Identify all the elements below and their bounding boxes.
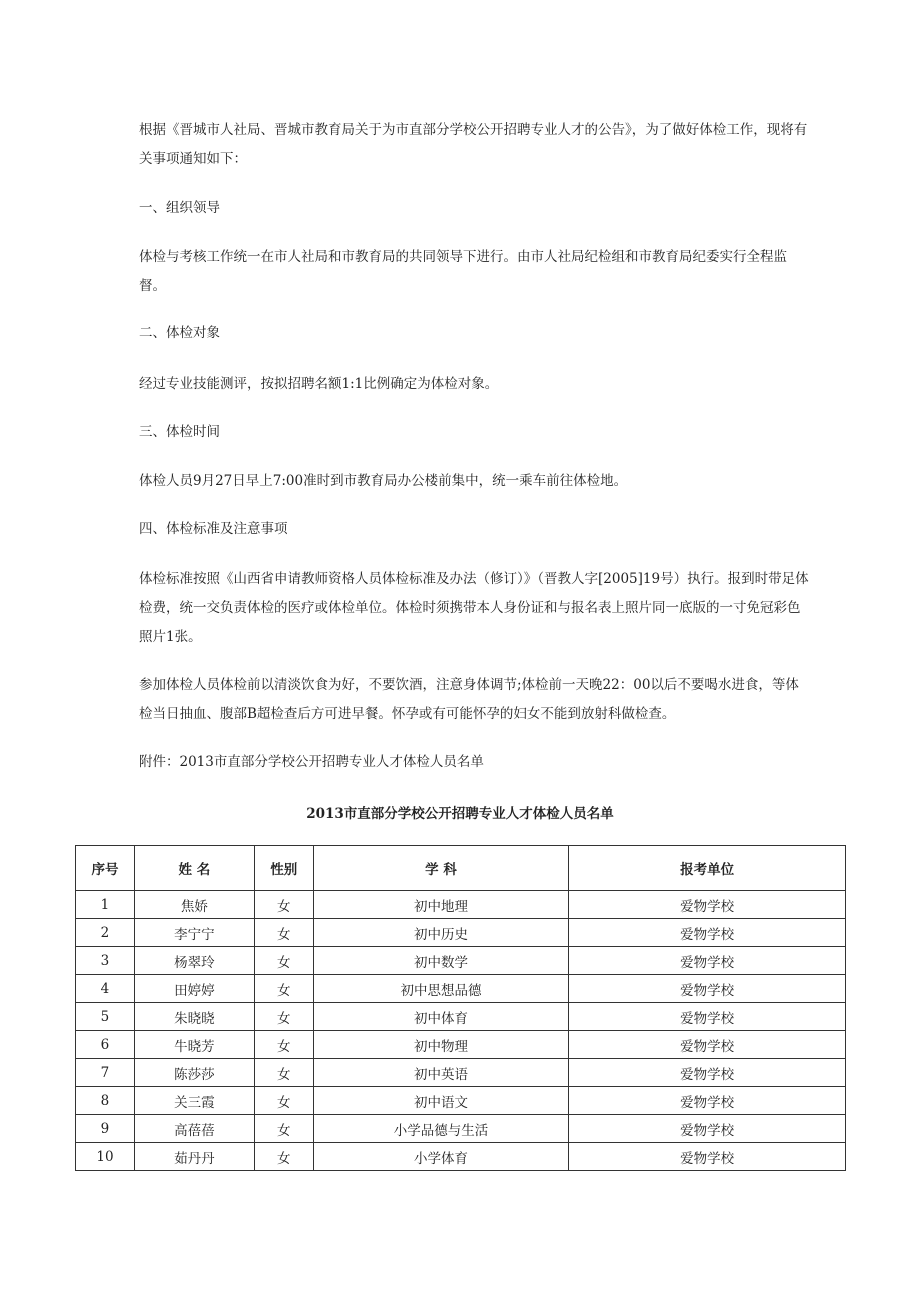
table-header-row [76, 846, 846, 891]
cell-unit: 爱物学校 [569, 975, 846, 1003]
cell-number: 10 [76, 1143, 135, 1171]
cell-name: 田婷婷 [134, 975, 254, 1003]
cell-subject: 初中数学 [313, 947, 569, 975]
notes-paragraph: 参加体检人员体检前以清淡饮食为好，不要饮酒，注意身体调节;体检前一天晚22：00以后不要喝水进食，等体检当日抽血、腹部B超检查后方可进早餐。怀孕或有可能怀孕的妇女不能到放射科做检查。 [139, 677, 799, 722]
attachment-line: 附件：2013市直部分学校公开招聘专业人才体检人员名单 [139, 754, 484, 770]
cell-name: 牛晓芳 [134, 1031, 254, 1059]
table-row [76, 1003, 846, 1031]
heading-standards: 四、体检标准及注意事项 [139, 521, 288, 537]
cell-gender: 女 [254, 1031, 313, 1059]
cell-number: 1 [76, 891, 135, 919]
cell-unit: 爱物学校 [569, 1143, 846, 1171]
cell-unit: 爱物学校 [569, 947, 846, 975]
cell-unit: 爱物学校 [569, 919, 846, 947]
intro-paragraph: 根据《晋城市人社局、晋城市教育局关于为市直部分学校公开招聘专业人才的公告》，为了做好体检工作，现将有关事项通知如下： [139, 122, 808, 167]
cell-subject: 初中物理 [313, 1031, 569, 1059]
cell-name: 朱晓晓 [134, 1003, 254, 1031]
cell-subject: 初中英语 [313, 1059, 569, 1087]
cell-unit: 爱物学校 [569, 1031, 846, 1059]
cell-subject: 初中地理 [313, 891, 569, 919]
cell-subject: 初中语文 [313, 1087, 569, 1115]
standards-paragraph: 体检标准按照《山西省申请教师资格人员体检标准及办法（修订）》（晋教人字[2005]19号）执行。报到时带足体检费，统一交负责体检的医疗或体检单位。体检时须携带本人身份证和与报名表上照片同一底版的一寸免冠彩色照片1张。 [139, 571, 809, 645]
header-subject: 学 科 [313, 846, 569, 891]
header-number: 序号 [76, 846, 135, 891]
cell-number: 9 [76, 1115, 135, 1143]
cell-gender: 女 [254, 975, 313, 1003]
table-row [76, 1031, 846, 1059]
heading-subjects: 二、体检对象 [139, 325, 220, 341]
cell-gender: 女 [254, 1003, 313, 1031]
cell-name: 高蓓蓓 [134, 1115, 254, 1143]
table-row [76, 947, 846, 975]
cell-unit: 爱物学校 [569, 891, 846, 919]
cell-subject: 初中历史 [313, 919, 569, 947]
cell-unit: 爱物学校 [569, 1115, 846, 1143]
header-gender: 性别 [254, 846, 313, 891]
heading-time: 三、体检时间 [139, 424, 220, 440]
cell-number: 8 [76, 1087, 135, 1115]
cell-gender: 女 [254, 1143, 313, 1171]
table-row [76, 1087, 846, 1115]
cell-number: 4 [76, 975, 135, 1003]
cell-number: 3 [76, 947, 135, 975]
cell-name: 焦娇 [134, 891, 254, 919]
table-row [76, 919, 846, 947]
cell-number: 7 [76, 1059, 135, 1087]
time-paragraph: 体检人员9月27日早上7:00准时到市教育局办公楼前集中，统一乘车前往体检地。 [139, 473, 628, 489]
cell-gender: 女 [254, 891, 313, 919]
cell-name: 李宁宁 [134, 919, 254, 947]
cell-gender: 女 [254, 919, 313, 947]
header-name: 姓 名 [134, 846, 254, 891]
header-unit: 报考单位 [569, 846, 846, 891]
cell-subject: 初中思想品德 [313, 975, 569, 1003]
cell-gender: 女 [254, 1115, 313, 1143]
table-title: 2013市直部分学校公开招聘专业人才体检人员名单 [306, 806, 614, 822]
cell-unit: 爱物学校 [569, 1087, 846, 1115]
table-row [76, 975, 846, 1003]
table-row [76, 1115, 846, 1143]
cell-subject: 小学体育 [313, 1143, 569, 1171]
cell-number: 6 [76, 1031, 135, 1059]
heading-organization: 一、组织领导 [139, 200, 220, 216]
table-row [76, 1059, 846, 1087]
cell-number: 2 [76, 919, 135, 947]
cell-unit: 爱物学校 [569, 1059, 846, 1087]
cell-gender: 女 [254, 947, 313, 975]
cell-gender: 女 [254, 1087, 313, 1115]
subjects-paragraph: 经过专业技能测评，按拟招聘名额1:1比例确定为体检对象。 [139, 376, 499, 392]
table-row [76, 891, 846, 919]
cell-unit: 爱物学校 [569, 1003, 846, 1031]
cell-gender: 女 [254, 1059, 313, 1087]
organization-paragraph: 体检与考核工作统一在市人社局和市教育局的共同领导下进行。由市人社局纪检组和市教育局纪委实行全程监督。 [139, 249, 787, 294]
cell-name: 杨翠玲 [134, 947, 254, 975]
cell-subject: 初中体育 [313, 1003, 569, 1031]
cell-number: 5 [76, 1003, 135, 1031]
cell-subject: 小学品德与生活 [313, 1115, 569, 1143]
candidate-table [75, 845, 846, 1171]
cell-name: 茹丹丹 [134, 1143, 254, 1171]
cell-name: 陈莎莎 [134, 1059, 254, 1087]
cell-name: 关三霞 [134, 1087, 254, 1115]
table-row [76, 1143, 846, 1171]
